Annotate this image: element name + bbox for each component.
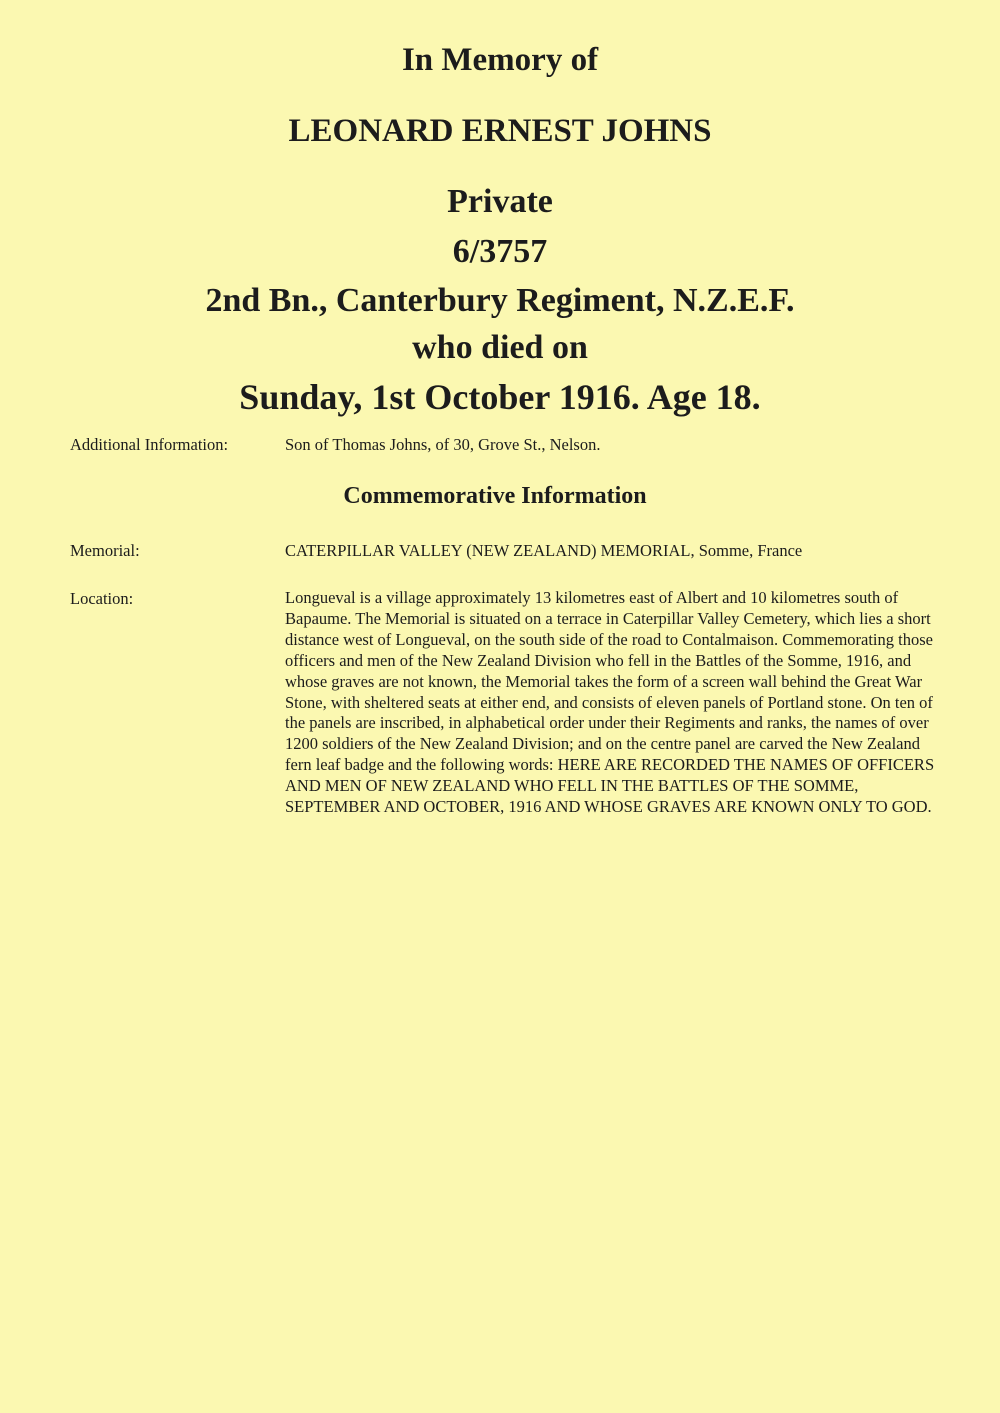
location-label: Location:	[70, 589, 134, 608]
service-number: 6/3757	[452, 233, 548, 270]
rank: Private	[447, 183, 553, 220]
date-and-age: Sunday, 1st October 1916. Age 18.	[239, 377, 761, 417]
died-intro: who died on	[412, 329, 588, 366]
soldier-name: LEONARD ERNEST JOHNS	[288, 113, 712, 149]
memorial-value: CATERPILLAR VALLEY (NEW ZEALAND) MEMORIAL, Somme, France	[285, 541, 803, 560]
unit: 2nd Bn., Canterbury Regiment, N.Z.E.F.	[205, 282, 795, 319]
additional-info-value: Son of Thomas Johns, of 30, Grove St., Nelson.	[285, 435, 601, 454]
memorial-label: Memorial:	[70, 541, 140, 560]
additional-info-label: Additional Information:	[70, 435, 229, 454]
location-description: Longueval is a village approximately 13 kilometres east of Albert and 10 kilometres south of Bapaume. The Memorial is situated on a terrace in Caterpillar Valley Cemetery, which lies a short distance west of Longueval, on the south side of the road to Contalmaison. Commemorating those officers and men of the New Zealand Division who fell in the Battles of the Somme, 1916, and whose graves are not known, the Memorial takes the form of a screen wall behind the Great War Stone, with sheltered seats at either end, and consists of eleven panels of Portland stone. On ten of the panels are inscribed, in alphabetical order under their Regiments and ranks, the names of over 1200 soldiers of the New Zealand Division; and on the centre panel are carved the New Zealand fern leaf badge and the following words: HERE ARE RECORDED THE NAMES OF OFFICERS AND MEN OF NEW ZEALAND WHO FELL IN THE BATTLES OF THE SOMME, SEPTEMBER AND OCTOBER, 1916 AND WHOSE GRAVES ARE KNOWN ONLY TO GOD.	[285, 588, 935, 817]
commemorative-info-title: Commemorative Information	[343, 483, 647, 509]
in-memory-heading: In Memory of	[401, 42, 599, 78]
